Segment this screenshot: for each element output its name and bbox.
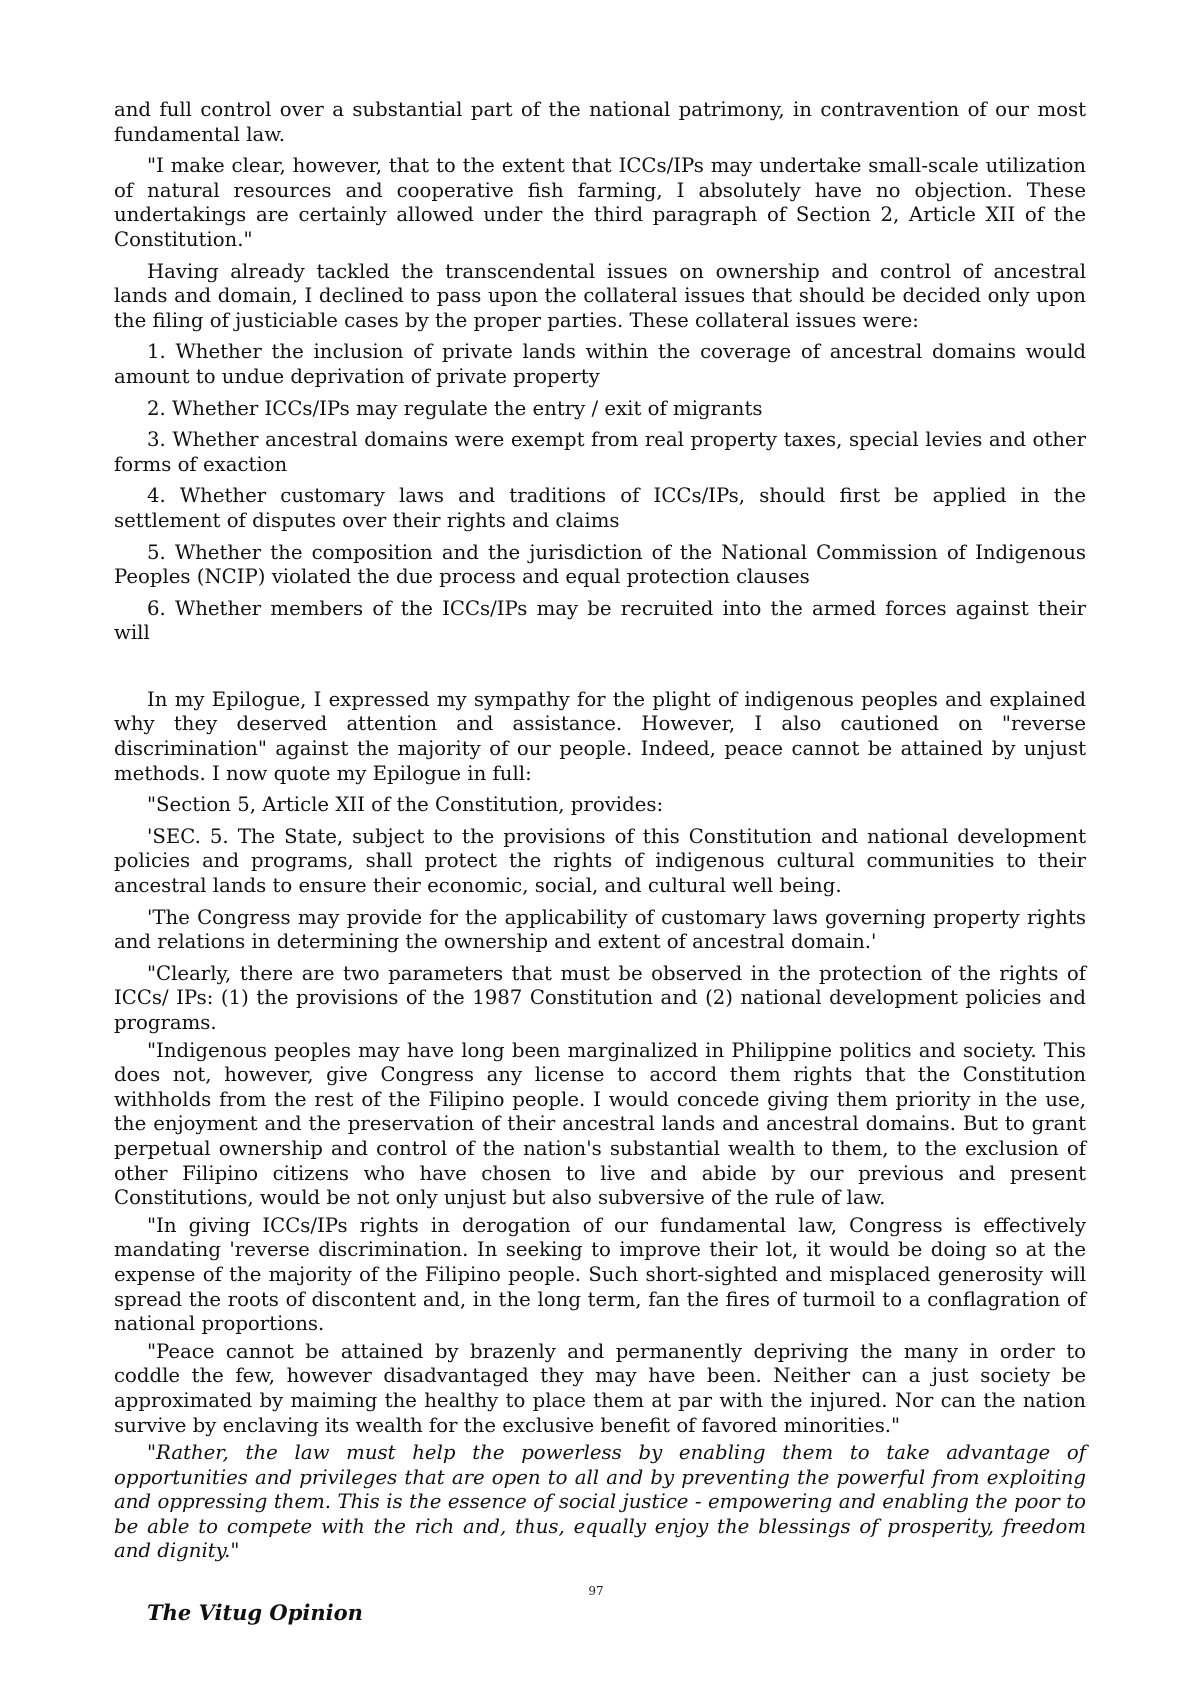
paragraph: and full control over a substantial part of the national patrimony, in contravention of our most fundamental law. (114, 98, 1086, 146)
paragraph: "Section 5, Article XII of the Constitution, provides: (147, 793, 664, 817)
issue-item: 3. Whether ancestral domains were exempt from real property taxes, special levies and other forms of exaction (114, 428, 1086, 476)
paragraph: Having already tackled the transcendental issues on ownership and control of ancestral lands and domain, I declined to pass upon the collateral issues that should be decided only upon the filing of justiciable cases by the proper parties. These collateral issues were: (114, 259, 1086, 332)
section-heading: The Vitug Opinion (147, 1600, 363, 1626)
paragraph: "Peace cannot be attained by brazenly and permanently depriving the many in order to coddle the few, however disadvantaged they may have been. Neither can a just society be approximated by maiming the healthy to place them at par with the injured. Nor can the nation survive by enclaving its wealth for the exclusive benefit of favored minorities." (114, 1339, 1086, 1437)
issue-item: 2. Whether ICCs/IPs may regulate the entry / exit of migrants (147, 396, 763, 420)
issue-item: 4. Whether customary laws and traditions of ICCs/IPs, should first be applied in the settlement of disputes over their rights and claims (114, 484, 1086, 532)
spacer (114, 653, 1086, 688)
paragraph: 'SEC. 5. The State, subject to the provisions of this Constitution and national development policies and programs, shall protect the rights of indigenous cultural communities to their ancestral lands to ensure their economic, social, and cultural well being. (114, 824, 1086, 898)
issue-item: 1. Whether the inclusion of private lands within the coverage of ancestral domains would amount to undue deprivation of private property (114, 340, 1086, 388)
paragraph: "Indigenous peoples may have long been marginalized in Philippine politics and society. This does not, however, give Congress any license to accord them rights that the Constitution withholds from the rest of the Filipino people. I would concede giving them priority in the use, the enjoyment and the preservation of their ancestral lands and ancestral domains. But to grant perpetual ownership and control of the nation's substantial wealth to them, to the exclusion of other Filipino citizens who have chosen to live and abide by our previous and present Constitutions, would be not only unjust but also subversive of the rule of law. (114, 1038, 1086, 1210)
document-page (114, 98, 1086, 1626)
italic-quote: "Rather, the law must help the powerless by enabling them to take advantage of opportunities and privileges that are open to all and by preventing the powerful from exploiting and oppressing them. This is the essence of social justice - empowering and enabling the poor to be able to compete with the rich and, thus, equally enjoy the blessings of prosperity, freedom and dignity." (114, 1441, 1086, 1563)
paragraph: "In giving ICCs/IPs rights in derogation of our fundamental law, Congress is effectively mandating 'reverse discrimination. In seeking to improve their lot, it would be doing so at the expense of the majority of the Filipino people. Such short-sighted and misplaced generosity will spread the roots of discontent and, in the long term, fan the fires of turmoil to a conflagration of national proportions. (114, 1213, 1086, 1336)
paragraph: 'The Congress may provide for the applicability of customary laws governing property rights and relations in determining the ownership and extent of ancestral domain.' (114, 905, 1086, 954)
page-number: 97 (588, 1584, 604, 1598)
paragraph: "Clearly, there are two parameters that must be observed in the protection of the rights of ICCs/ IPs: (1) the provisions of the 1987 Constitution and (2) national development policies and programs. (114, 961, 1086, 1034)
issue-item: 5. Whether the composition and the jurisdiction of the National Commission of Indigenous Peoples (NCIP) violated the due process and equal protection clauses (114, 540, 1086, 589)
paragraph: In my Epilogue, I expressed my sympathy for the plight of indigenous peoples and explained why they deserved attention and assistance. However, I also cautioned on "reverse discrimination" against the majority of our people. Indeed, peace cannot be attained by unjust methods. I now quote my Epilogue in full: (114, 687, 1086, 785)
issue-item: 6. Whether members of the ICCs/IPs may be recruited into the armed forces against their will (114, 596, 1086, 645)
paragraph: "I make clear, however, that to the extent that ICCs/IPs may undertake small-scale utilization of natural resources and cooperative fish farming, I absolutely have no objection. These undertakings are certainly allowed under the third paragraph of Section 2, Article XII of the Constitution." (114, 154, 1086, 251)
